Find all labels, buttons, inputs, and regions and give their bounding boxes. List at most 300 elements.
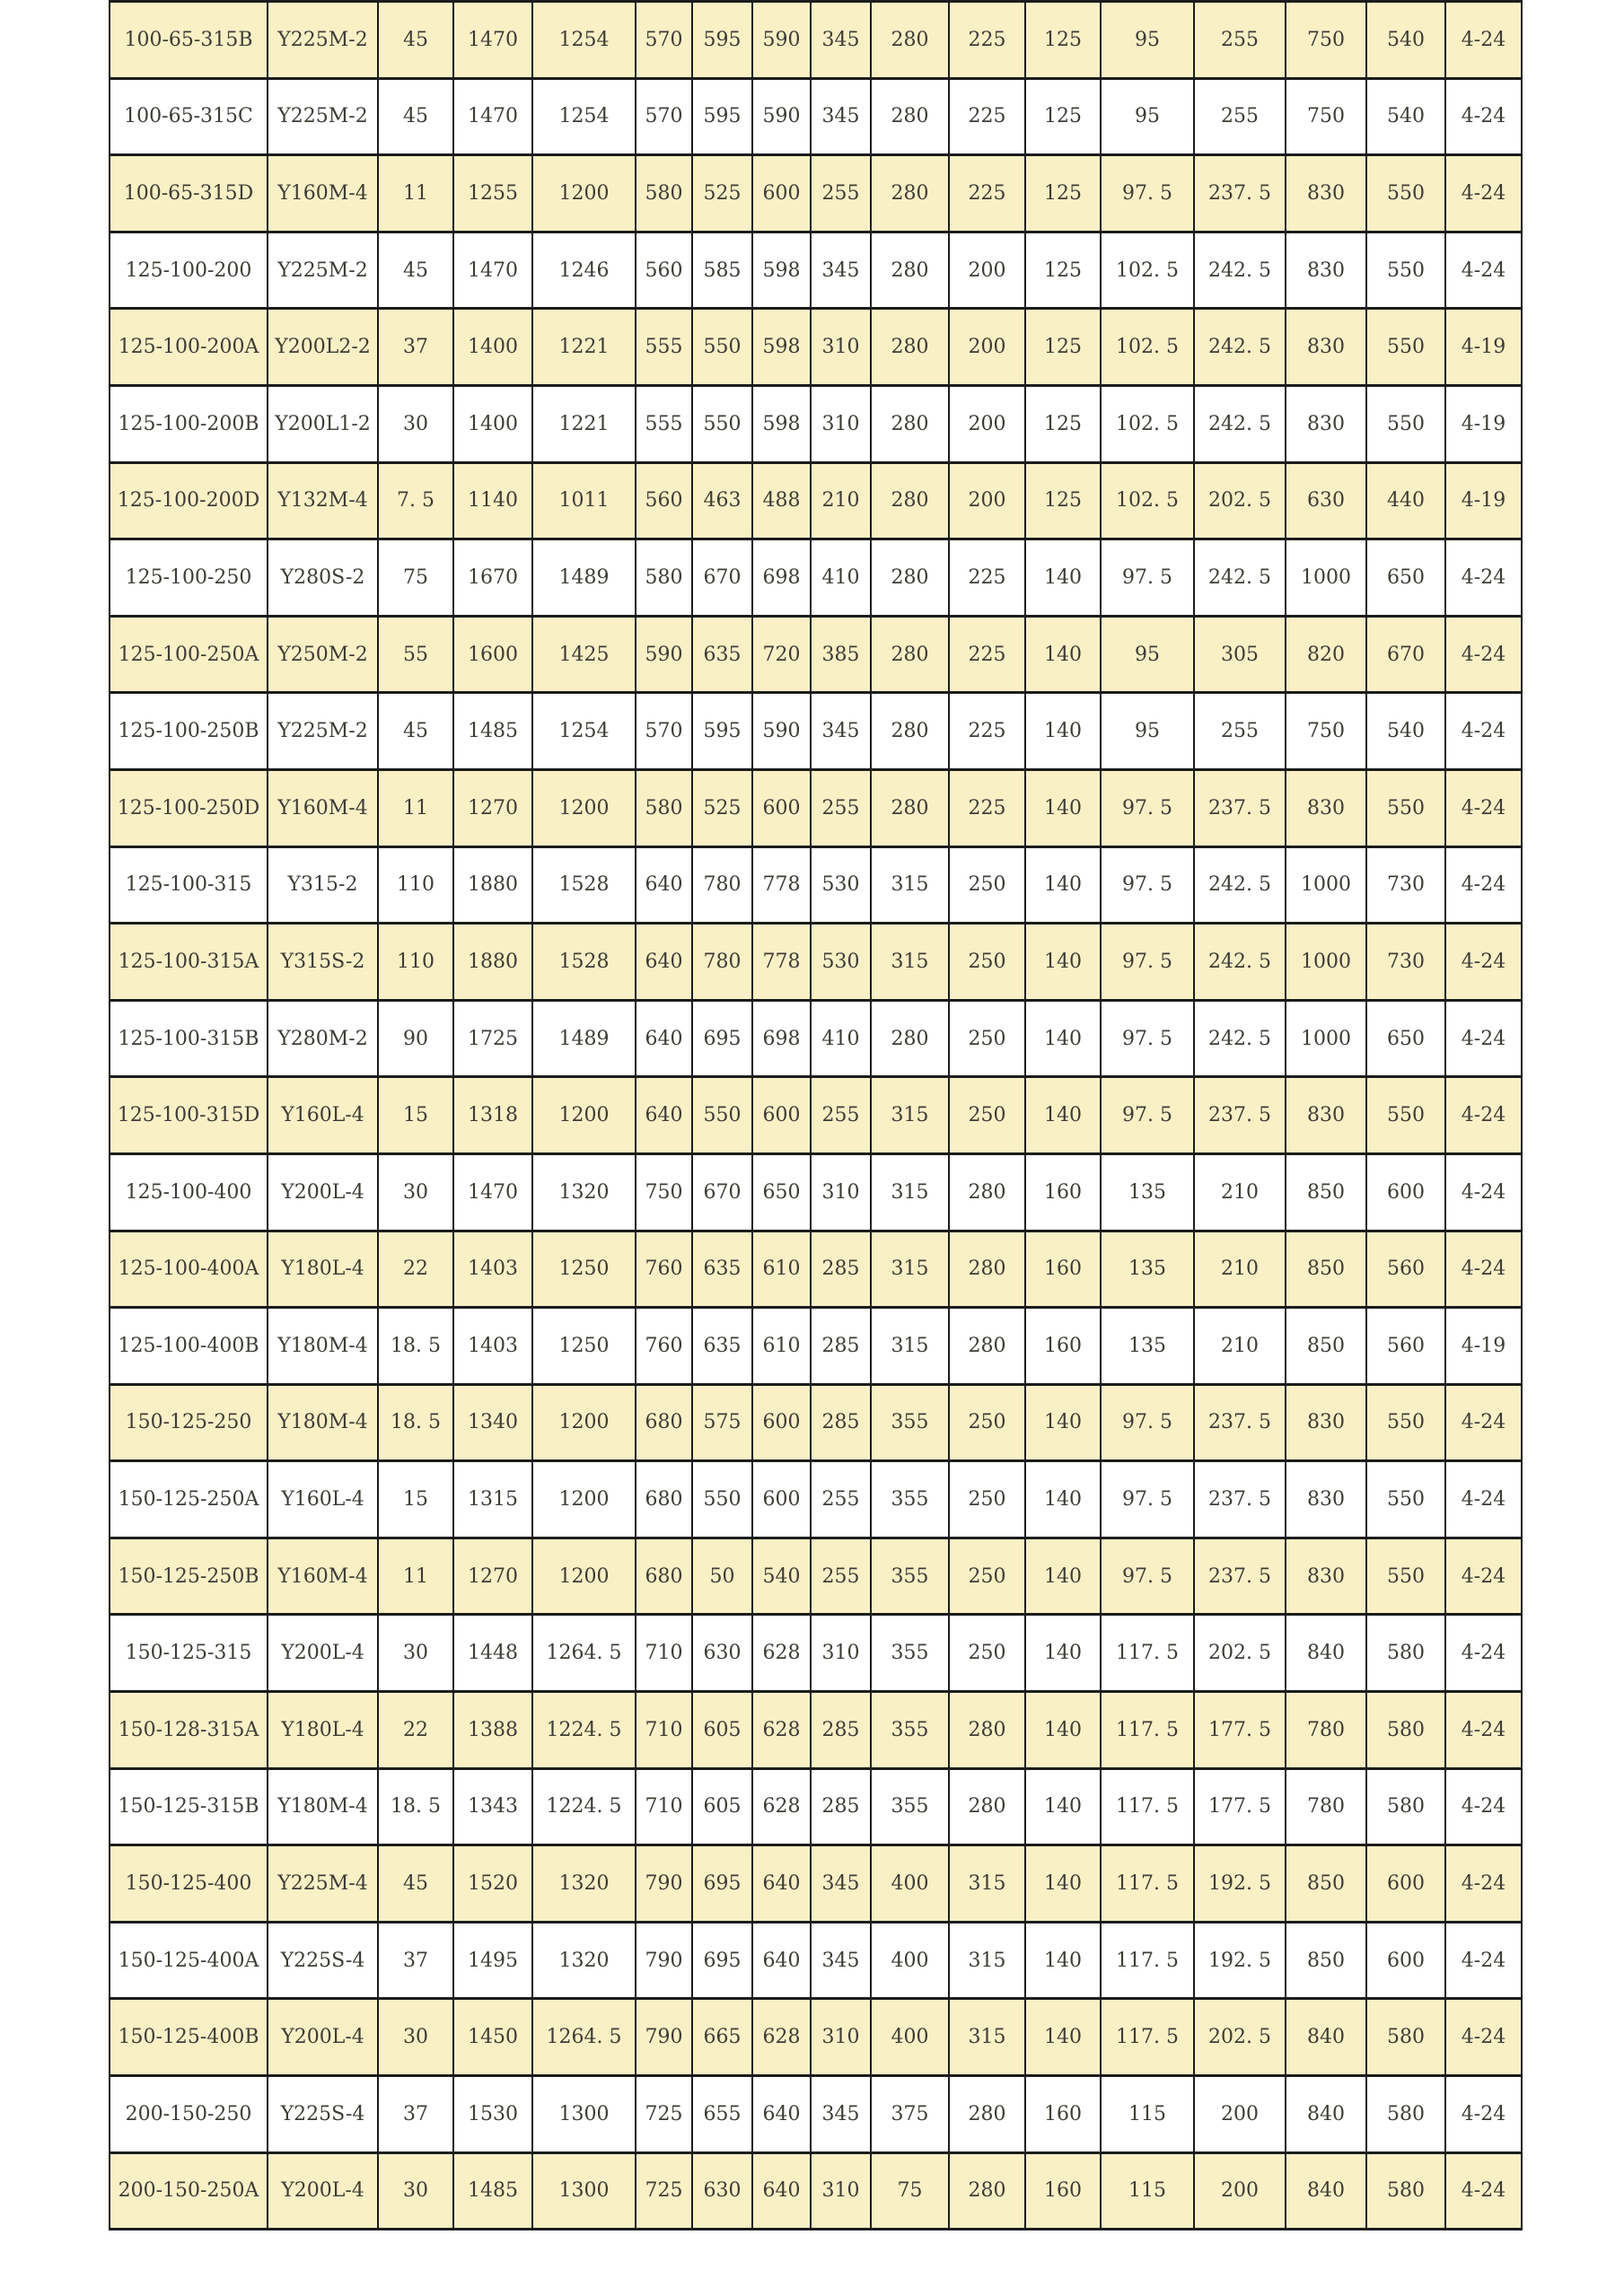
- table-cell: 255: [811, 1077, 871, 1154]
- table-cell: 150-125-400A: [110, 1922, 268, 1999]
- table-cell: 345: [811, 1845, 871, 1923]
- table-cell: 4-19: [1445, 462, 1522, 539]
- table-cell: 280: [871, 309, 949, 386]
- table-cell: 315: [949, 1999, 1025, 2076]
- table-cell: Y132M-4: [268, 462, 378, 539]
- table-cell: 628: [752, 1615, 811, 1692]
- table-row: [110, 616, 1522, 693]
- table-cell: 210: [1194, 1231, 1286, 1308]
- table-cell: 695: [692, 1000, 752, 1077]
- table-cell: 237. 5: [1194, 1461, 1286, 1538]
- table-cell: 1320: [532, 1153, 636, 1231]
- table-cell: 600: [752, 1077, 811, 1154]
- table-cell: 125-100-400A: [110, 1231, 268, 1308]
- table-cell: 200-150-250: [110, 2076, 268, 2153]
- table-cell: 125-100-250D: [110, 769, 268, 846]
- table-cell: 140: [1025, 1384, 1101, 1461]
- table-cell: 100-65-315C: [110, 78, 268, 155]
- table-cell: 4-24: [1445, 1999, 1522, 2076]
- table-cell: 1300: [532, 2152, 636, 2230]
- table-cell: 280: [949, 1692, 1025, 1769]
- table-cell: 160: [1025, 2152, 1101, 2230]
- table-cell: 18. 5: [378, 1768, 453, 1845]
- table-cell: 1200: [532, 1538, 636, 1615]
- table-cell: 640: [752, 2076, 811, 2153]
- table-cell: 550: [1366, 1077, 1445, 1154]
- table-cell: 125-100-250A: [110, 616, 268, 693]
- table-row: [110, 693, 1522, 770]
- table-cell: Y200L-4: [268, 1153, 378, 1231]
- table-row: [110, 232, 1522, 309]
- table-cell: Y280M-2: [268, 1000, 378, 1077]
- table-cell: 30: [378, 2152, 453, 2230]
- table-cell: 580: [1366, 2152, 1445, 2230]
- table-row: [110, 1153, 1522, 1231]
- table-row: [110, 1308, 1522, 1385]
- table-cell: 410: [811, 1000, 871, 1077]
- table-cell: 250: [949, 1461, 1025, 1538]
- table-cell: 698: [752, 539, 811, 617]
- table-cell: Y200L-4: [268, 1999, 378, 2076]
- table-cell: 255: [1194, 693, 1286, 770]
- table-row: [110, 846, 1522, 924]
- table-cell: 95: [1101, 616, 1194, 693]
- table-cell: 550: [1366, 1461, 1445, 1538]
- table-cell: 1200: [532, 1077, 636, 1154]
- table-cell: 850: [1286, 1153, 1366, 1231]
- table-cell: 635: [692, 616, 752, 693]
- pump-spec-table-container: [109, 0, 1521, 2230]
- table-cell: 22: [378, 1231, 453, 1308]
- table-cell: 250: [949, 1615, 1025, 1692]
- table-cell: 242. 5: [1194, 1000, 1286, 1077]
- table-cell: 117. 5: [1101, 1922, 1194, 1999]
- table-cell: 590: [752, 78, 811, 155]
- table-cell: 840: [1286, 1615, 1366, 1692]
- table-cell: 790: [636, 1999, 692, 2076]
- table-cell: 242. 5: [1194, 539, 1286, 617]
- table-cell: 600: [752, 1461, 811, 1538]
- table-cell: 45: [378, 1845, 453, 1923]
- table-cell: 840: [1286, 1999, 1366, 2076]
- table-cell: 778: [752, 846, 811, 924]
- table-cell: 780: [692, 924, 752, 1001]
- table-cell: 160: [1025, 2076, 1101, 2153]
- table-cell: 830: [1286, 309, 1366, 386]
- table-row: [110, 2076, 1522, 2153]
- table-cell: 355: [871, 1692, 949, 1769]
- table-cell: 1224. 5: [532, 1692, 636, 1769]
- table-cell: 760: [636, 1308, 692, 1385]
- table-cell: 242. 5: [1194, 232, 1286, 309]
- table-cell: 115: [1101, 2152, 1194, 2230]
- table-cell: 1300: [532, 2076, 636, 2153]
- table-cell: 570: [636, 2, 692, 79]
- table-cell: 560: [1366, 1308, 1445, 1385]
- table-cell: 285: [811, 1692, 871, 1769]
- table-cell: 315: [871, 924, 949, 1001]
- table-cell: 4-19: [1445, 1308, 1522, 1385]
- table-cell: 550: [1366, 1384, 1445, 1461]
- table-cell: 550: [1366, 769, 1445, 846]
- table-cell: 125: [1025, 462, 1101, 539]
- table-cell: 830: [1286, 232, 1366, 309]
- table-cell: 97. 5: [1101, 155, 1194, 232]
- table-cell: 280: [871, 616, 949, 693]
- table-cell: 11: [378, 155, 453, 232]
- table-cell: 820: [1286, 616, 1366, 693]
- table-cell: 125-100-315D: [110, 1077, 268, 1154]
- table-cell: 600: [1366, 1153, 1445, 1231]
- table-cell: 595: [692, 78, 752, 155]
- table-cell: 525: [692, 769, 752, 846]
- table-cell: 730: [1366, 924, 1445, 1001]
- table-cell: 680: [636, 1538, 692, 1615]
- table-cell: 550: [1366, 385, 1445, 462]
- table-cell: 7. 5: [378, 462, 453, 539]
- table-cell: 410: [811, 539, 871, 617]
- table-cell: 670: [692, 539, 752, 617]
- table-cell: 280: [871, 462, 949, 539]
- table-cell: 280: [871, 539, 949, 617]
- table-cell: 4-19: [1445, 385, 1522, 462]
- table-cell: 4-24: [1445, 1077, 1522, 1154]
- table-cell: 177. 5: [1194, 1768, 1286, 1845]
- table-cell: 285: [811, 1384, 871, 1461]
- table-cell: 750: [1286, 78, 1366, 155]
- table-cell: 400: [871, 1999, 949, 2076]
- table-cell: 595: [692, 693, 752, 770]
- table-cell: 1221: [532, 385, 636, 462]
- table-cell: 4-19: [1445, 309, 1522, 386]
- table-row: [110, 462, 1522, 539]
- table-cell: 1264. 5: [532, 1999, 636, 2076]
- table-cell: 1340: [453, 1384, 532, 1461]
- table-cell: 580: [1366, 1615, 1445, 1692]
- table-cell: 555: [636, 309, 692, 386]
- table-cell: 1470: [453, 78, 532, 155]
- table-cell: 90: [378, 1000, 453, 1077]
- table-cell: 117. 5: [1101, 1845, 1194, 1923]
- table-cell: 850: [1286, 1845, 1366, 1923]
- table-cell: 1485: [453, 693, 532, 770]
- table-cell: 125: [1025, 309, 1101, 386]
- table-cell: 315: [871, 1077, 949, 1154]
- table-cell: 237. 5: [1194, 1384, 1286, 1461]
- table-cell: 580: [1366, 1692, 1445, 1769]
- table-cell: 97. 5: [1101, 846, 1194, 924]
- table-cell: 125: [1025, 385, 1101, 462]
- table-cell: 150-125-400: [110, 1845, 268, 1923]
- table-cell: 1254: [532, 78, 636, 155]
- table-cell: 125: [1025, 155, 1101, 232]
- table-cell: 550: [692, 1461, 752, 1538]
- table-cell: Y200L-4: [268, 1615, 378, 1692]
- table-cell: Y225M-2: [268, 78, 378, 155]
- table-cell: 140: [1025, 846, 1101, 924]
- table-cell: 135: [1101, 1153, 1194, 1231]
- table-cell: 4-24: [1445, 616, 1522, 693]
- table-cell: 280: [871, 232, 949, 309]
- table-cell: 385: [811, 616, 871, 693]
- table-cell: 1448: [453, 1615, 532, 1692]
- table-cell: 4-24: [1445, 924, 1522, 1001]
- table-cell: 125-100-250B: [110, 693, 268, 770]
- table-cell: 720: [752, 616, 811, 693]
- table-cell: 255: [811, 769, 871, 846]
- table-cell: 250: [949, 1000, 1025, 1077]
- table-cell: 305: [1194, 616, 1286, 693]
- table-cell: 97. 5: [1101, 1000, 1194, 1077]
- table-cell: 280: [871, 385, 949, 462]
- table-cell: 488: [752, 462, 811, 539]
- table-cell: 37: [378, 309, 453, 386]
- table-cell: 237. 5: [1194, 1077, 1286, 1154]
- table-cell: 790: [636, 1922, 692, 1999]
- table-cell: 4-24: [1445, 2076, 1522, 2153]
- table-cell: 280: [871, 155, 949, 232]
- table-cell: 345: [811, 693, 871, 770]
- table-cell: 160: [1025, 1308, 1101, 1385]
- table-cell: 650: [1366, 1000, 1445, 1077]
- table-cell: 160: [1025, 1231, 1101, 1308]
- table-cell: 1489: [532, 539, 636, 617]
- table-cell: 1250: [532, 1231, 636, 1308]
- table-row: [110, 155, 1522, 232]
- table-cell: 95: [1101, 78, 1194, 155]
- table-cell: 15: [378, 1077, 453, 1154]
- table-cell: 1470: [453, 232, 532, 309]
- table-cell: 440: [1366, 462, 1445, 539]
- table-cell: 102. 5: [1101, 309, 1194, 386]
- table-cell: 1528: [532, 924, 636, 1001]
- table-row: [110, 2, 1522, 79]
- table-cell: 550: [692, 1077, 752, 1154]
- table-cell: 255: [1194, 2, 1286, 79]
- table-cell: 140: [1025, 1461, 1101, 1538]
- table-cell: 310: [811, 1615, 871, 1692]
- table-cell: 710: [636, 1692, 692, 1769]
- table-row: [110, 1538, 1522, 1615]
- table-cell: 177. 5: [1194, 1692, 1286, 1769]
- table-row: [110, 1461, 1522, 1538]
- table-cell: 200: [949, 462, 1025, 539]
- table-cell: 400: [871, 1922, 949, 1999]
- table-cell: 125-100-200: [110, 232, 268, 309]
- table-cell: 4-24: [1445, 1922, 1522, 1999]
- table-cell: 850: [1286, 1308, 1366, 1385]
- table-cell: 560: [636, 462, 692, 539]
- table-cell: 680: [636, 1461, 692, 1538]
- table-cell: 150-125-315: [110, 1615, 268, 1692]
- table-cell: 30: [378, 385, 453, 462]
- table-cell: 1880: [453, 846, 532, 924]
- table-cell: 75: [871, 2152, 949, 2230]
- table-cell: 102. 5: [1101, 385, 1194, 462]
- table-row: [110, 1231, 1522, 1308]
- table-cell: 102. 5: [1101, 232, 1194, 309]
- table-cell: 210: [1194, 1153, 1286, 1231]
- table-cell: 135: [1101, 1308, 1194, 1385]
- table-cell: 585: [692, 232, 752, 309]
- table-cell: 315: [949, 1845, 1025, 1923]
- table-cell: 4-24: [1445, 232, 1522, 309]
- table-cell: 200: [1194, 2152, 1286, 2230]
- table-cell: 830: [1286, 385, 1366, 462]
- table-cell: 102. 5: [1101, 462, 1194, 539]
- table-cell: 1400: [453, 385, 532, 462]
- table-cell: 1000: [1286, 924, 1366, 1001]
- table-cell: 540: [1366, 2, 1445, 79]
- table-cell: 140: [1025, 1538, 1101, 1615]
- table-cell: 225: [949, 155, 1025, 232]
- table-cell: 750: [1286, 693, 1366, 770]
- table-cell: 550: [1366, 155, 1445, 232]
- table-cell: 1200: [532, 155, 636, 232]
- table-cell: 355: [871, 1615, 949, 1692]
- table-cell: 140: [1025, 539, 1101, 617]
- table-cell: Y280S-2: [268, 539, 378, 617]
- table-cell: 590: [752, 693, 811, 770]
- table-cell: 600: [752, 1384, 811, 1461]
- table-cell: 345: [811, 1922, 871, 1999]
- table-cell: 4-24: [1445, 155, 1522, 232]
- table-cell: 850: [1286, 1231, 1366, 1308]
- table-cell: 140: [1025, 924, 1101, 1001]
- table-cell: Y315-2: [268, 846, 378, 924]
- table-cell: Y160L-4: [268, 1461, 378, 1538]
- table-cell: 250: [949, 1077, 1025, 1154]
- table-cell: 117. 5: [1101, 1615, 1194, 1692]
- table-cell: 100-65-315D: [110, 155, 268, 232]
- table-cell: 1520: [453, 1845, 532, 1923]
- table-row: [110, 924, 1522, 1001]
- table-cell: 1400: [453, 309, 532, 386]
- table-row: [110, 1922, 1522, 1999]
- table-cell: 125-100-400: [110, 1153, 268, 1231]
- table-cell: 1000: [1286, 846, 1366, 924]
- table-cell: 192. 5: [1194, 1845, 1286, 1923]
- table-cell: Y160L-4: [268, 1077, 378, 1154]
- table-cell: 160: [1025, 1153, 1101, 1231]
- table-cell: 242. 5: [1194, 309, 1286, 386]
- table-cell: 310: [811, 1999, 871, 2076]
- table-cell: 628: [752, 1692, 811, 1769]
- pump-spec-table-body: [110, 2, 1522, 2230]
- table-cell: 635: [692, 1231, 752, 1308]
- table-cell: 225: [949, 2, 1025, 79]
- table-cell: 830: [1286, 1384, 1366, 1461]
- table-cell: 117. 5: [1101, 1768, 1194, 1845]
- table-cell: 125-100-200B: [110, 385, 268, 462]
- table-cell: 117. 5: [1101, 1692, 1194, 1769]
- table-cell: 280: [871, 1000, 949, 1077]
- table-cell: 355: [871, 1538, 949, 1615]
- table-cell: 1320: [532, 1845, 636, 1923]
- table-cell: 97. 5: [1101, 1384, 1194, 1461]
- table-cell: 45: [378, 693, 453, 770]
- table-cell: 1246: [532, 232, 636, 309]
- table-cell: 598: [752, 309, 811, 386]
- table-cell: 590: [752, 2, 811, 79]
- table-cell: 1343: [453, 1768, 532, 1845]
- table-cell: 600: [1366, 1922, 1445, 1999]
- table-cell: 630: [1286, 462, 1366, 539]
- table-cell: 255: [1194, 78, 1286, 155]
- table-cell: 665: [692, 1999, 752, 2076]
- table-cell: 140: [1025, 1845, 1101, 1923]
- table-cell: 280: [871, 769, 949, 846]
- table-cell: 110: [378, 846, 453, 924]
- table-cell: 1725: [453, 1000, 532, 1077]
- table-cell: 580: [1366, 1999, 1445, 2076]
- table-cell: 830: [1286, 1077, 1366, 1154]
- table-cell: 605: [692, 1692, 752, 1769]
- table-cell: 225: [949, 616, 1025, 693]
- table-cell: 110: [378, 924, 453, 1001]
- table-cell: 4-24: [1445, 2152, 1522, 2230]
- table-cell: 1495: [453, 1922, 532, 1999]
- table-cell: 1200: [532, 1384, 636, 1461]
- table-cell: 640: [752, 2152, 811, 2230]
- table-cell: 150-128-315A: [110, 1692, 268, 1769]
- table-cell: 1670: [453, 539, 532, 617]
- table-cell: 1388: [453, 1692, 532, 1769]
- table-cell: 1403: [453, 1308, 532, 1385]
- table-cell: 237. 5: [1194, 769, 1286, 846]
- table-cell: 1425: [532, 616, 636, 693]
- table-cell: 11: [378, 769, 453, 846]
- table-cell: 97. 5: [1101, 1538, 1194, 1615]
- table-cell: 4-24: [1445, 693, 1522, 770]
- table-cell: 315: [949, 1922, 1025, 1999]
- table-cell: 15: [378, 1461, 453, 1538]
- table-cell: 1470: [453, 1153, 532, 1231]
- table-cell: 830: [1286, 155, 1366, 232]
- table-cell: 1320: [532, 1922, 636, 1999]
- table-cell: Y180M-4: [268, 1384, 378, 1461]
- table-cell: 237. 5: [1194, 1538, 1286, 1615]
- table-cell: 125-100-315B: [110, 1000, 268, 1077]
- table-cell: 600: [752, 769, 811, 846]
- table-cell: 255: [811, 1461, 871, 1538]
- table-cell: 4-24: [1445, 539, 1522, 617]
- table-cell: 610: [752, 1308, 811, 1385]
- table-cell: 140: [1025, 1000, 1101, 1077]
- table-cell: 650: [1366, 539, 1445, 617]
- table-cell: 280: [949, 1153, 1025, 1231]
- table-cell: Y225M-2: [268, 2, 378, 79]
- table-cell: 355: [871, 1461, 949, 1538]
- table-cell: Y160M-4: [268, 155, 378, 232]
- table-cell: 830: [1286, 769, 1366, 846]
- table-row: [110, 1077, 1522, 1154]
- table-cell: 725: [636, 2076, 692, 2153]
- table-cell: 237. 5: [1194, 155, 1286, 232]
- table-cell: 4-24: [1445, 846, 1522, 924]
- table-row: [110, 1768, 1522, 1845]
- table-cell: Y225S-4: [268, 2076, 378, 2153]
- table-cell: 698: [752, 1000, 811, 1077]
- table-cell: 1403: [453, 1231, 532, 1308]
- table-cell: 30: [378, 1999, 453, 2076]
- table-cell: 140: [1025, 693, 1101, 770]
- table-cell: 140: [1025, 1077, 1101, 1154]
- table-cell: 200: [1194, 2076, 1286, 2153]
- table-cell: 210: [1194, 1308, 1286, 1385]
- table-cell: 1000: [1286, 539, 1366, 617]
- table-cell: 200: [949, 309, 1025, 386]
